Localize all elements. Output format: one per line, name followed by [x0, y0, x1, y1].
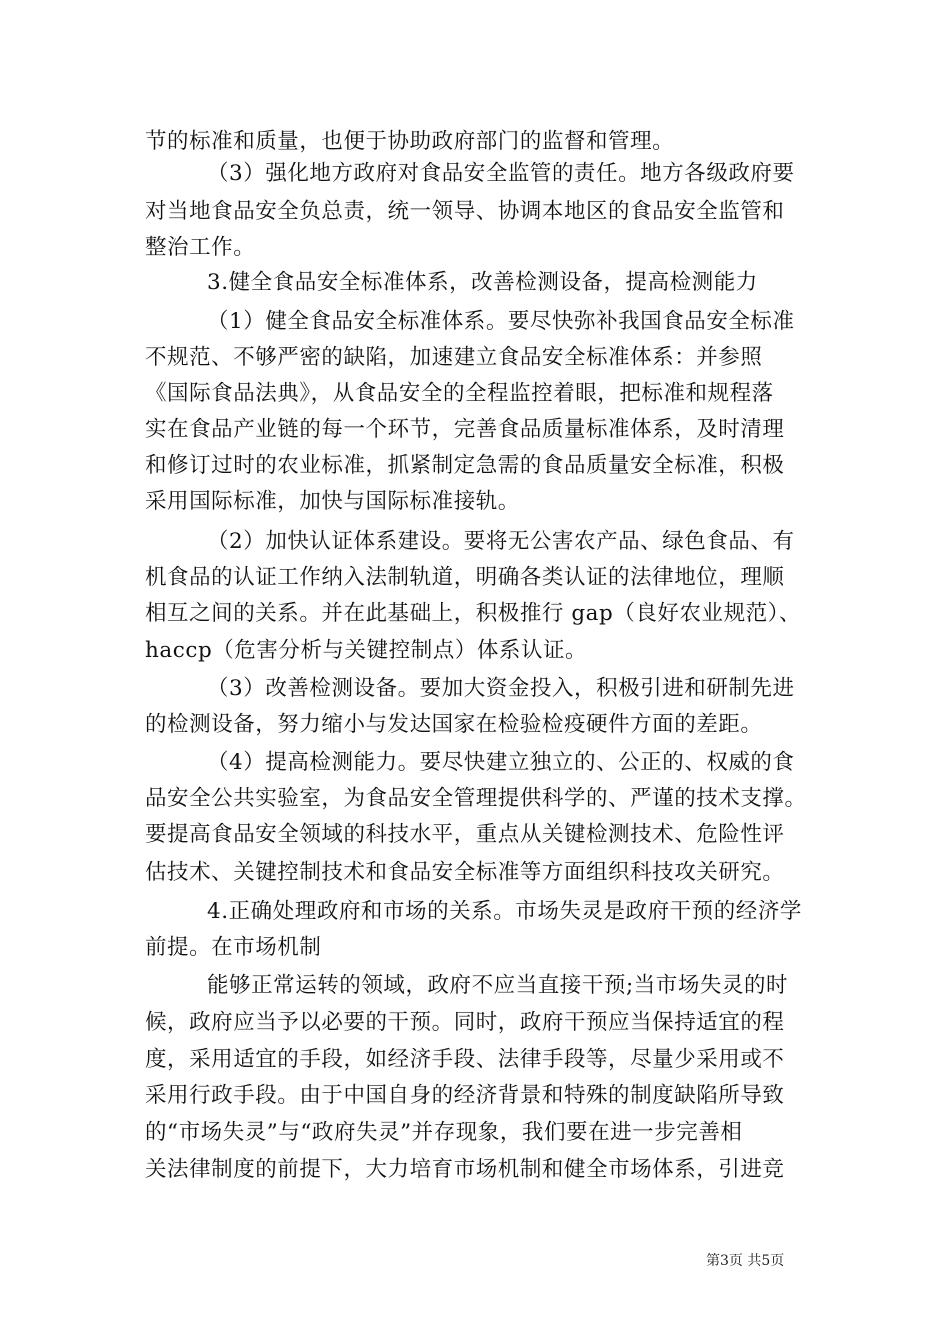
text-line: 要提高食品安全领域的科技水平，重点从关键检测技术、危险性评: [145, 822, 785, 847]
text-line: （4）提高检测能力。要尽快建立独立的、公正的、权威的食: [207, 750, 795, 775]
text-line: 关法律制度的前提下，大力培育市场机制和健全市场体系，引进竞: [145, 1157, 785, 1182]
text-line: 采用国际标准，加快与国际标准接轨。: [145, 489, 520, 514]
text-line: 的检测设备，努力缩小与发达国家在检验检疫硬件方面的差距。: [145, 712, 763, 737]
text-line: 节的标准和质量，也便于协助政府部门的监督和管理。: [145, 129, 675, 154]
text-line: 机食品的认证工作纳入法制轨道，明确各类认证的法律地位，理顺: [145, 565, 785, 590]
text-line: 不规范、不够严密的缺陷，加速建立食品安全标准体系：并参照: [145, 345, 763, 370]
text-line: 估技术、关键控制技术和食品安全标准等方面组织科技攻关研究。: [145, 860, 785, 885]
text-line: （3）强化地方政府对食品安全监管的责任。地方各级政府要: [207, 161, 795, 186]
text-line: 整治工作。: [145, 235, 256, 260]
text-line: 《国际食品法典》，从食品安全的全程监控着眼，把标准和规程落: [145, 381, 774, 406]
text-line: 度，采用适宜的手段，如经济手段、法律手段等，尽量少采用或不: [145, 1047, 785, 1072]
text-line: 对当地食品安全负总责，统一领导、协调本地区的食品安全监管和: [145, 199, 785, 224]
text-line: （1）健全食品安全标准体系。要尽快弥补我国食品安全标准: [207, 309, 795, 334]
text-line: 的“市场失灵”与“政府失灵”并存现象，我们要在进一步完善相: [145, 1120, 743, 1145]
page-number: 第3页 共5页: [706, 1253, 785, 1269]
section-heading: 4.正确处理政府和市场的关系。市场失灵是政府干预的经济学: [207, 899, 802, 924]
text-line: （2）加快认证体系建设。要将无公害农产品、绿色食品、有: [207, 529, 795, 554]
text-line: 前提。在市场机制: [145, 935, 322, 960]
text-line: 实在食品产业链的每一个环节，完善食品质量标准体系，及时清理: [145, 417, 785, 442]
text-line: 能够正常运转的领域，政府不应当直接干预;当市场失灵的时: [207, 973, 789, 998]
text-line: 相互之间的关系。并在此基础上，积极推行 gap（良好农业规范）、: [145, 601, 802, 626]
text-line: 采用行政手段。由于中国自身的经济背景和特殊的制度缺陷所导致: [145, 1083, 785, 1108]
text-line: 品安全公共实验室，为食品安全管理提供科学的、严谨的技术支撑。: [145, 786, 807, 811]
text-line: 和修订过时的农业标准，抓紧制定急需的食品质量安全标准，积极: [145, 453, 785, 478]
text-line: haccp（危害分析与关键控制点）体系认证。: [145, 638, 588, 663]
text-line: 候，政府应当予以必要的干预。同时，政府干预应当保持适宜的程: [145, 1010, 785, 1035]
text-line: （3）改善检测设备。要加大资金投入，积极引进和研制先进: [207, 676, 795, 701]
section-heading: 3.健全食品安全标准体系，改善检测设备，提高检测能力: [207, 270, 758, 295]
